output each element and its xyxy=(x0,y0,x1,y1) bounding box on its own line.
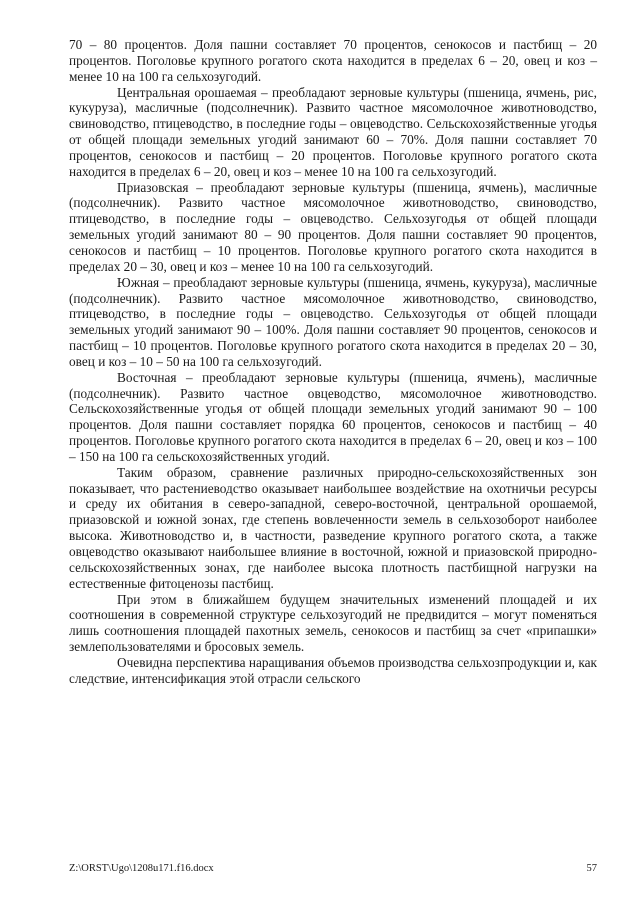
paragraph-southern-zone: Южная – преобладают зерновые культуры (пшеница, ячмень, кукуруза), масличные (подсолнечник). Развито частное мясомолочное животноводство, свиноводство, птицеводство, в последние годы – овцеводство. Сельхозугодья от общей площади земельных угодий занимают 90 – 100%. Доля пашни составляет 90 процентов, сенокосов и пастбищ – 10 процентов. Поголовье крупного рогатого скота находится в пределах 20 – 30, овец и коз – 10 – 50 на 100 га сельхозугодий. xyxy=(69,274,597,369)
paragraph-azov-zone: Приазовская – преобладают зерновые культуры (пшеница, ячмень), масличные (подсолнечник). Развито частное мясомолочное животноводство, свиноводство, птицеводство, в последние годы – овцеводство. Сельхозугодья от общей площади земельных угодий занимают 80 – 90 процентов. Доля пашни составляет 90 процентов, сенокосов и пастбищ – 10 процентов. Поголовье крупного рогатого скота находится в пределах 20 – 30, овец и коз – менее 10 на 100 га сельхозугодий. xyxy=(69,179,597,274)
paragraph-zone-comparison: Таким образом, сравнение различных природно-сельскохозяйственных зон показывает, что растениеводство оказывает наибольшее воздействие на охотничьи ресурсы и среду их обитания в северо-западной, северо-восточной, центральной орошаемой, приазовской и южной зонах, где степень вовлеченности земель в сельхозоборот наиболее высока. Животноводство и, в частности, разведение крупного рогатого скота, а также овцеводство оказывают наибольшее влияние в восточной, южной и приазовской природно-сельскохозяйственных зонах, где наиболее высока плотность пастбищной нагрузки на естественные фитоценозы пастбищ. xyxy=(69,464,597,591)
paragraph-eastern-zone: Восточная – преобладают зерновые культуры (пшеница, ячмень), масличные (подсолнечник). Развито частное овцеводство, мясомолочное животноводство. Сельскохозяйственные угодья от общей площади земельных угодий занимают 90 – 100 процентов. Доля пашни составляет порядка 60 процентов, сенокосов и пастбищ – 40 процентов. Поголовье крупного рогатого скота находится в пределах 6 – 20, овец и коз – 100 – 150 на 100 га сельскохозяйственных угодий. xyxy=(69,369,597,464)
page-number: 57 xyxy=(586,863,597,874)
paragraph-central-irrigated-zone: Центральная орошаемая – преобладают зерновые культуры (пшеница, ячмень, рис, кукуруза), масличные (подсолнечник). Развито частное мясомолочное животноводство, свиноводство, птицеводство, в последние годы – овцеводство. Сельскохозяйственные угодья от общей площади земельных угодий занимают 60 – 70%. Доля пашни составляет 70 процентов, сенокосов и пастбищ – 20 процентов. Поголовье крупного рогатого скота находится в пределах 6 – 20, овец и коз – менее 10 на 100 га сельхозугодий. xyxy=(69,84,597,179)
paragraph-future-structure: При этом в ближайшем будущем значительных изменений площадей и их соотношения в современной структуре сельхозугодий не предвидится – могут поменяться лишь соотношения площадей пахотных земель, сенокосов и пастбищ за счет «припашки» землепользователями и бросовых земель. xyxy=(69,591,597,655)
paragraph-continuation: 70 – 80 процентов. Доля пашни составляет 70 процентов, сенокосов и пастбищ – 20 процентов. Поголовье крупного рогатого скота находится в пределах 6 – 20, овец и коз – менее 10 на 100 га сельхозугодий. xyxy=(69,37,597,84)
footer-file-path: Z:\ORST\Ugo\1208u171.f16.docx xyxy=(69,863,214,874)
page-footer xyxy=(69,862,597,876)
page-body-text xyxy=(69,37,597,687)
paragraph-production-outlook: Очевидна перспектива наращивания объемов производства сельхозпродукции и, как следствие, интенсификация этой отрасли сельского xyxy=(69,654,597,686)
